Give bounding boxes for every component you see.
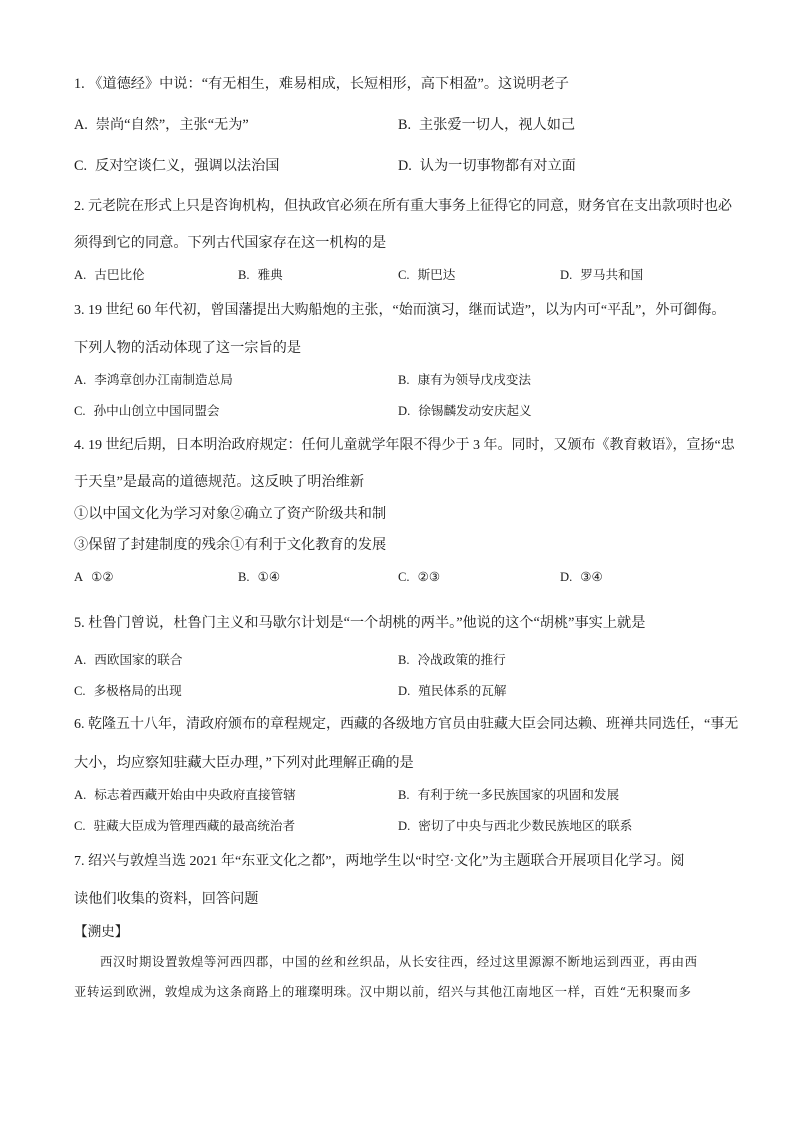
q2-option-b[interactable] [238,266,283,284]
q2-options-row [74,266,734,286]
reading-line: 亚转运到欧洲，敦煌成为这条商路上的璀璨明珠。汉中期以前，绍兴与其他江南地区一样，百姓“无积聚而多 [74,984,692,999]
option-text: 有利于统一多民族国家的巩固和发展 [417,788,620,802]
q5-options-row1 [74,651,734,671]
q5-options-row2 [74,682,734,702]
option-label: A [74,570,84,584]
option-text: 多极格局的出现 [93,684,182,698]
option-label: A. [74,117,88,133]
q1-option-a[interactable] [74,116,249,134]
option-text: 殖民体系的瓦解 [418,684,507,698]
option-label: B. [398,117,412,133]
option-label: D. [560,570,573,584]
option-text: 古巴比伦 [94,268,145,282]
option-label: B. [398,788,410,802]
option-text: 李鸿章创办江南制造总局 [94,373,233,387]
q3-option-b[interactable] [398,371,531,389]
option-text: 冷战政策的推行 [417,653,506,667]
reading-line: 西汉时期设置敦煌等河西四郡，中国的丝和丝织品，从长安往西，经过这里源源不断地运到西亚，再由西 [100,954,698,969]
option-text: ①② [91,570,114,584]
q7-reading-passage [74,947,734,1007]
option-text: 密切了中央与西北少数民族地区的联系 [418,819,633,833]
option-text: 雅典 [257,268,283,282]
q7-stem-line2: 读他们收集的资料，回答问题 [74,891,259,907]
option-label: C. [74,404,86,418]
option-text: ③④ [580,570,603,584]
q1-option-c[interactable] [74,157,279,175]
option-label: B. [238,268,250,282]
option-label: C. [74,158,88,174]
q7-section-title: 【溯史】 [74,924,129,939]
option-text: 主张爱一切人，视人如己 [419,117,576,133]
option-text: 徐锡麟发动安庆起义 [418,404,532,418]
option-text: 反对空谈仁义，强调以法治国 [95,158,280,174]
q3-option-a[interactable] [74,371,233,389]
q6-option-a[interactable] [74,786,296,804]
q6-option-d[interactable] [398,817,632,835]
q4-stem-line2: 于天皇”是最高的道德规范。这反映了明治维新 [74,474,365,490]
option-label: B. [398,653,410,667]
option-label: B. [238,570,250,584]
q6-options-row2 [74,817,734,837]
option-label: D. [560,268,573,282]
q6-options-row1 [74,786,734,806]
q5-option-d[interactable] [398,682,506,700]
q2-stem-line2: 须得到它的同意。下列古代国家存在这一机构的是 [74,235,387,251]
option-label: C. [74,684,86,698]
q3-stem-line2: 下列人物的活动体现了这一宗旨的是 [74,340,302,356]
option-label: C. [398,570,410,584]
q6-stem-line1: 6. 乾隆五十八年，清政府颁布的章程规定，西藏的各级地方官员由驻藏大臣会同达赖、班禅共同选任，“事无 [74,717,739,732]
q4-option-b[interactable] [238,568,280,586]
option-text: 罗马共和国 [580,268,644,282]
q6-option-b[interactable] [398,786,619,804]
option-label: D. [398,404,411,418]
q4-option-d[interactable] [560,568,603,586]
option-text: 驻藏大臣成为管理西藏的最高统治者 [93,819,296,833]
q5-stem: 5. 杜鲁门曾说，杜鲁门主义和马歇尔计划是“一个胡桃的两半。”他说的这个“胡桃”事实上就是 [74,615,646,631]
q3-stem-line1: 3. 19 世纪 60 年代初，曾国藩提出大购船炮的主张，“始而演习，继而试造”，以为内可“平乱”，外可御侮。 [74,303,726,318]
q2-stem-line1: 2. 元老院在形式上只是咨询机构，但执政官必须在所有重大事务上征得它的同意，财务官在支出款项时也必 [74,199,732,214]
q3-option-c[interactable] [74,402,220,420]
q3-options-row2 [74,402,734,422]
q4-options-row [74,568,734,588]
q6-stem-line2: 大小，均应察知驻藏大臣办理，”下列对此理解正确的是 [74,755,414,771]
option-label: A. [74,268,87,282]
q2-option-a[interactable] [74,266,145,284]
option-text: 孙中山创立中国同盟会 [93,404,220,418]
q2-option-d[interactable] [560,266,643,284]
q1-options-row2 [74,157,734,177]
option-text: 西欧国家的联合 [94,653,183,667]
option-label: A. [74,653,87,667]
option-label: D. [398,158,412,174]
q5-option-a[interactable] [74,651,182,669]
q1-option-b[interactable] [398,116,575,134]
option-text: ①④ [257,570,281,584]
q5-option-c[interactable] [74,682,182,700]
q7-stem-line1: 7. 绍兴与敦煌当选 2021 年“东亚文化之都”，两地学生以“时空·文化”为主题联合开展项目化学习。阅 [74,854,685,869]
q2-option-c[interactable] [398,266,455,284]
option-text: 认为一切事物都有对立面 [419,158,576,174]
q4-stem-line1: 4. 19 世纪后期，日本明治政府规定：任何儿童就学年限不得少于 3 年。同时，又颁布《教育敕语》，宣扬“忠 [74,438,735,453]
option-label: A. [74,788,87,802]
q4-statements-line1: ①以中国文化为学习对象②确立了资产阶级共和制 [74,506,387,522]
q4-statements-line2: ③保留了封建制度的残余①有利于文化教育的发展 [74,537,387,553]
q3-option-d[interactable] [398,402,532,420]
option-text: 康有为领导戊戌变法 [417,373,531,387]
q6-option-c[interactable] [74,817,295,835]
option-label: C. [74,819,86,833]
q3-options-row1 [74,371,734,391]
option-label: B. [398,373,410,387]
option-label: D. [398,819,411,833]
option-text: 斯巴达 [417,268,456,282]
option-text: 标志着西藏开始由中央政府直接管辖 [94,788,296,802]
option-label: C. [398,268,410,282]
q4-option-a[interactable] [74,568,114,586]
q4-option-c[interactable] [398,568,440,586]
q1-stem: 1. 《道德经》中说：“有无相生，难易相成，长短相形，高下相盈”。这说明老子 [74,76,569,92]
option-label: D. [398,684,411,698]
q1-option-d[interactable] [398,157,576,175]
option-text: 崇尚“自然”，主张“无为” [95,117,249,133]
q1-options-row1 [74,116,734,136]
option-text: ②③ [417,570,441,584]
option-label: A. [74,373,87,387]
q5-option-b[interactable] [398,651,506,669]
